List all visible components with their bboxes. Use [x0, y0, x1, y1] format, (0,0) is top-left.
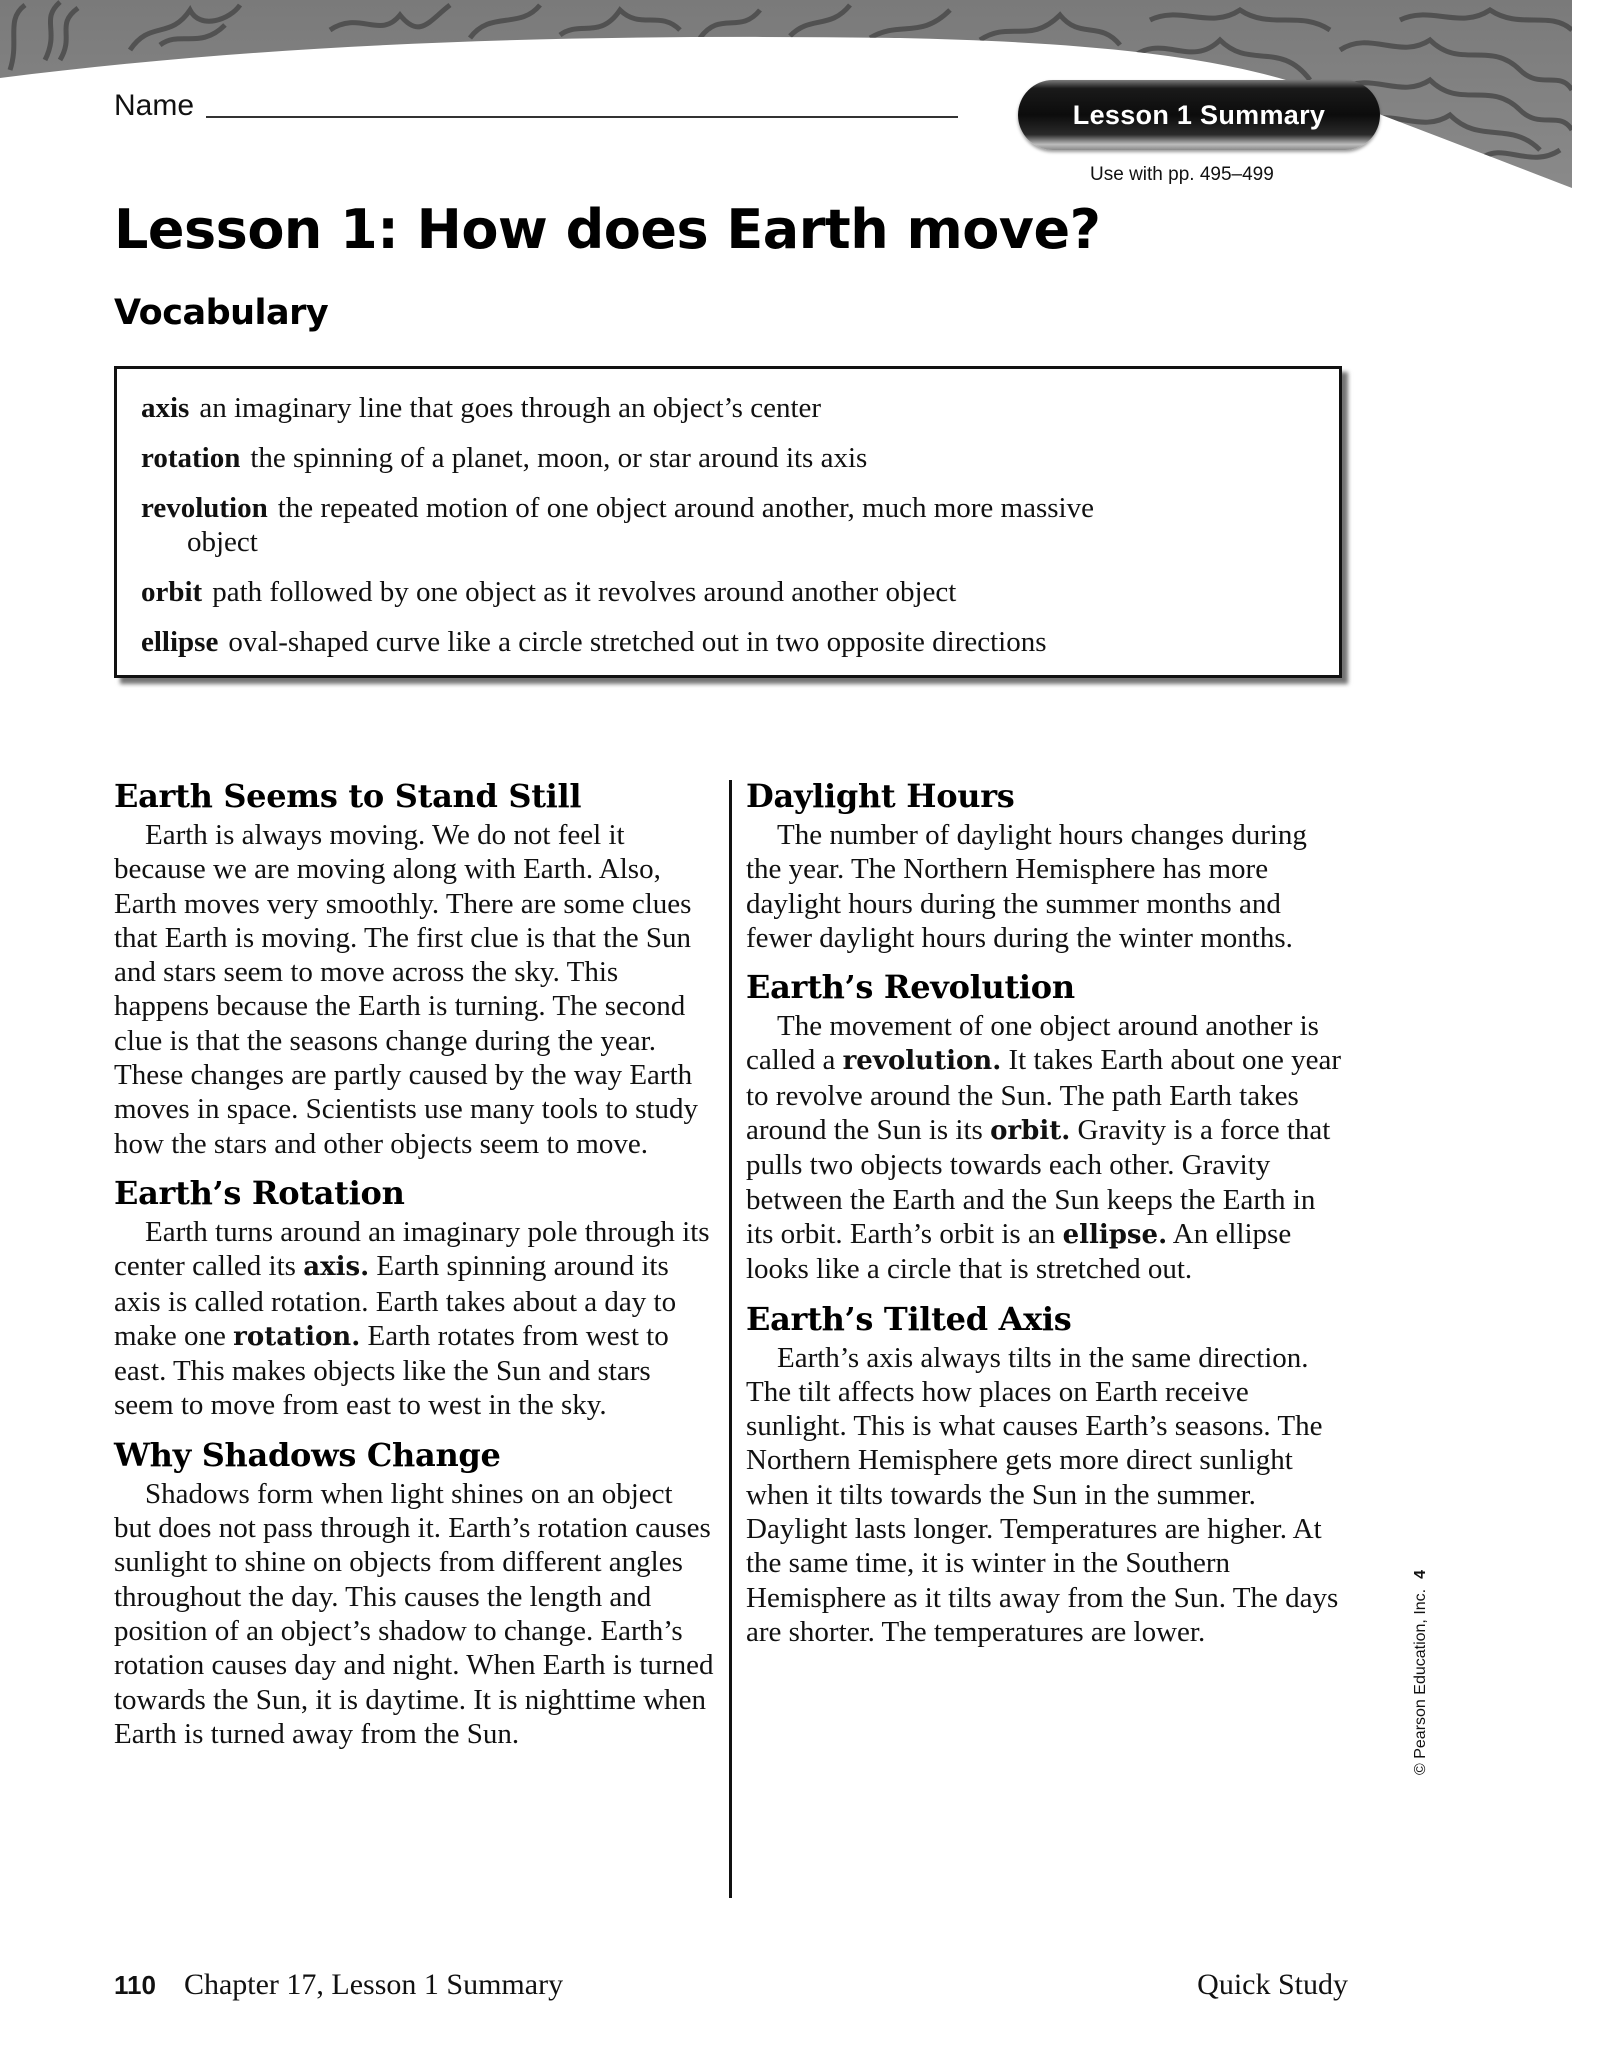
body-text: Shadows form when light shines on an object but does not pass through it. Earth’s rotation causes sunlight to shine on objects from different angles throughout the day. This causes the length and position of an object’s shadow to change. Earth’s rotation causes day and night. When Earth is turned towards the Sun, it is daytime. It is nighttime when Earth is turned away from the Sun. [114, 1477, 714, 1750]
body-text: Earth’s axis always tilts in the same direction. The tilt affects how places on Earth receive sunlight. This is what causes Earth’s seasons. The Northern Hemisphere gets more direct sunlight when it tilts towards the Sun in the summer. Daylight lasts longer. Temperatures are higher. At the same time, it is winter in the Southern Hemisphere as it tilts away from the Sun. The days are shorter. The temperatures are lower. [746, 1341, 1339, 1648]
page-title: Lesson 1: How does Earth move? [114, 198, 1101, 261]
vocab-definition: the repeated motion of one object around another, much more massive object [187, 492, 1094, 558]
body-text: Earth rotates from west to east. This makes objects like the Sun and stars seem to move from east to west in the sky. [114, 1319, 669, 1422]
section-body [746, 818, 1346, 955]
section-earths-revolution [746, 967, 1346, 1286]
body-text: Earth spinning around its axis is called rotation. Earth takes about a day to make one [114, 1250, 677, 1352]
section-heading: Earth Seems to Stand Still [114, 777, 582, 815]
name-label: Name [114, 89, 195, 122]
vocab-term: axis [141, 392, 190, 424]
vocab-entry [141, 441, 1315, 475]
section-daylight-hours [746, 776, 1346, 955]
body-text: Earth is always moving. We do not feel it because we are moving along with Earth. Also, Earth moves very smoothly. There are some clues that Earth is moving. The first clue is that the Sun and stars seem to move across the sky. This happens because the Earth is turning. The second clue is that the seasons change during the year. These changes are partly caused by the way Earth moves in space. Scientists use many tools to study how the stars and other objects seem to move. [114, 819, 698, 1160]
vocab-definition: path followed by one object as it revolves around another object [212, 576, 957, 608]
copyright-text: © Pearson Education, Inc. [1412, 1588, 1429, 1775]
grade-number: 4 [1412, 1569, 1429, 1579]
page-footer [114, 1968, 1348, 2002]
section-body [746, 1009, 1346, 1286]
section-heading: Daylight Hours [746, 777, 1015, 815]
vocab-entry [141, 491, 1147, 559]
section-body [114, 818, 714, 1161]
vocab-term: rotation [141, 442, 241, 474]
body-text: An ellipse looks like a circle that is stretched out. [746, 1217, 1292, 1286]
vocab-entry [141, 625, 1315, 659]
section-body [114, 1215, 714, 1423]
chapter-label: Chapter 17, Lesson 1 Summary [183, 1968, 564, 2001]
name-field[interactable] [114, 88, 958, 124]
section-heading: Why Shadows Change [114, 1435, 501, 1474]
page-reference: Use with pp. 495–499 [1090, 164, 1274, 185]
vocabulary-heading: Vocabulary [114, 293, 329, 333]
page-number: 110 [114, 1970, 156, 2000]
vocab-term: orbit [141, 576, 203, 608]
key-term: revolution. [842, 1046, 1002, 1077]
left-column [114, 776, 714, 1763]
body-text: It takes Earth about one year to revolve around the Sun. The path Earth takes around the Sun is its [746, 1044, 1342, 1147]
body-text: The number of daylight hours changes during the year. The Northern Hemisphere has more daylight hours during the summer months and fewer daylight hours during the winter months. [746, 819, 1307, 954]
right-column [746, 776, 1346, 1661]
lesson-summary-badge [1018, 80, 1380, 150]
section-heading: Earth’s Tilted Axis [746, 1299, 1072, 1338]
vocab-definition: the spinning of a planet, moon, or star around its axis [250, 442, 868, 474]
section-body [114, 1477, 714, 1751]
key-term: ellipse. [1062, 1219, 1168, 1250]
body-text: Earth turns around an imaginary pole through its center called its [114, 1215, 710, 1283]
section-body [746, 1341, 1346, 1650]
section-heading: Earth’s Revolution [746, 968, 1075, 1007]
section-earths-rotation [114, 1173, 714, 1423]
vocab-definition: an imaginary line that goes through an object’s center [199, 392, 822, 424]
vocab-term: revolution [141, 492, 268, 524]
section-heading: Earth’s Rotation [114, 1173, 405, 1212]
section-why-shadows-change [114, 1435, 714, 1751]
vocab-entry [141, 391, 1315, 425]
section-earth-seems-to-stand-still [114, 776, 714, 1161]
key-term: rotation. [233, 1321, 361, 1352]
series-label: Quick Study [1197, 1968, 1348, 2001]
vocab-entry [141, 575, 1315, 609]
name-input-line[interactable] [206, 116, 958, 118]
body-text: Gravity is a force that pulls two objects towards each other. Gravity between the Earth and the Sun keeps the Earth in its orbit. Earth’s orbit is an [746, 1114, 1331, 1250]
copyright-notice [1412, 1570, 1430, 1775]
vocabulary-box [114, 366, 1342, 678]
vocab-definition: oval-shaped curve like a circle stretched out in two opposite directions [228, 626, 1047, 658]
key-term: orbit. [990, 1116, 1071, 1147]
section-earths-tilted-axis [746, 1299, 1346, 1650]
key-term: axis. [303, 1252, 370, 1283]
column-divider [729, 780, 732, 1898]
vocab-term: ellipse [141, 626, 219, 658]
badge-label: Lesson 1 Summary [1072, 99, 1326, 130]
body-text: The movement of one object around another is called a [746, 1010, 1319, 1077]
